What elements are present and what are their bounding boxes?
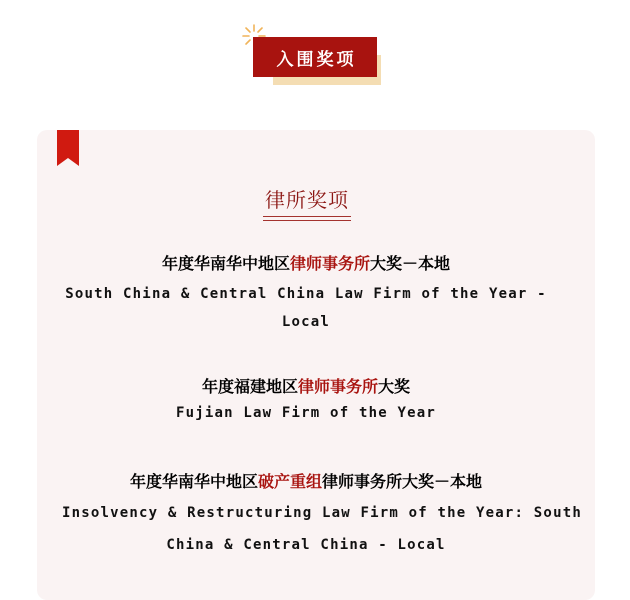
award-item [62, 470, 582, 561]
award-en-line: Local [281, 314, 331, 330]
award-en-line: Insolvency & Restructuring Law Firm of the Year: South [62, 505, 582, 521]
badge-label: 入围奖项 [253, 37, 377, 77]
award-zh-highlight: 律师事务所 [297, 377, 378, 396]
title-rule [263, 220, 351, 221]
award-zh-text: 大奖 [378, 377, 411, 396]
award-item [62, 375, 550, 427]
award-zh-title [62, 252, 550, 276]
award-zh-highlight: 破产重组 [257, 472, 322, 491]
award-zh-highlight: 律师事务所 [289, 254, 370, 273]
header-badge [253, 37, 377, 77]
award-item [62, 252, 550, 336]
award-zh-text: 大奖－本地 [370, 254, 451, 273]
award-en-line: China & Central China - Local [166, 537, 446, 553]
award-en-line: South China & Central China Law Firm of the Year - [65, 286, 547, 302]
award-en-line: Fujian Law Firm of the Year [176, 405, 436, 421]
award-zh-text: 年度华南华中地区 [161, 254, 290, 273]
section-title: 律所奖项 [265, 188, 349, 212]
bookmark-ribbon-icon [57, 130, 79, 166]
award-en-title [62, 497, 582, 561]
award-en-title [62, 399, 550, 427]
award-en-title [62, 280, 550, 336]
award-zh-text: 律师事务所大奖－本地 [322, 472, 483, 491]
award-zh-text: 年度华南华中地区 [129, 472, 258, 491]
award-zh-text: 年度福建地区 [201, 377, 298, 396]
award-zh-title [62, 470, 550, 494]
title-rule [263, 216, 351, 217]
award-zh-title [62, 375, 550, 399]
